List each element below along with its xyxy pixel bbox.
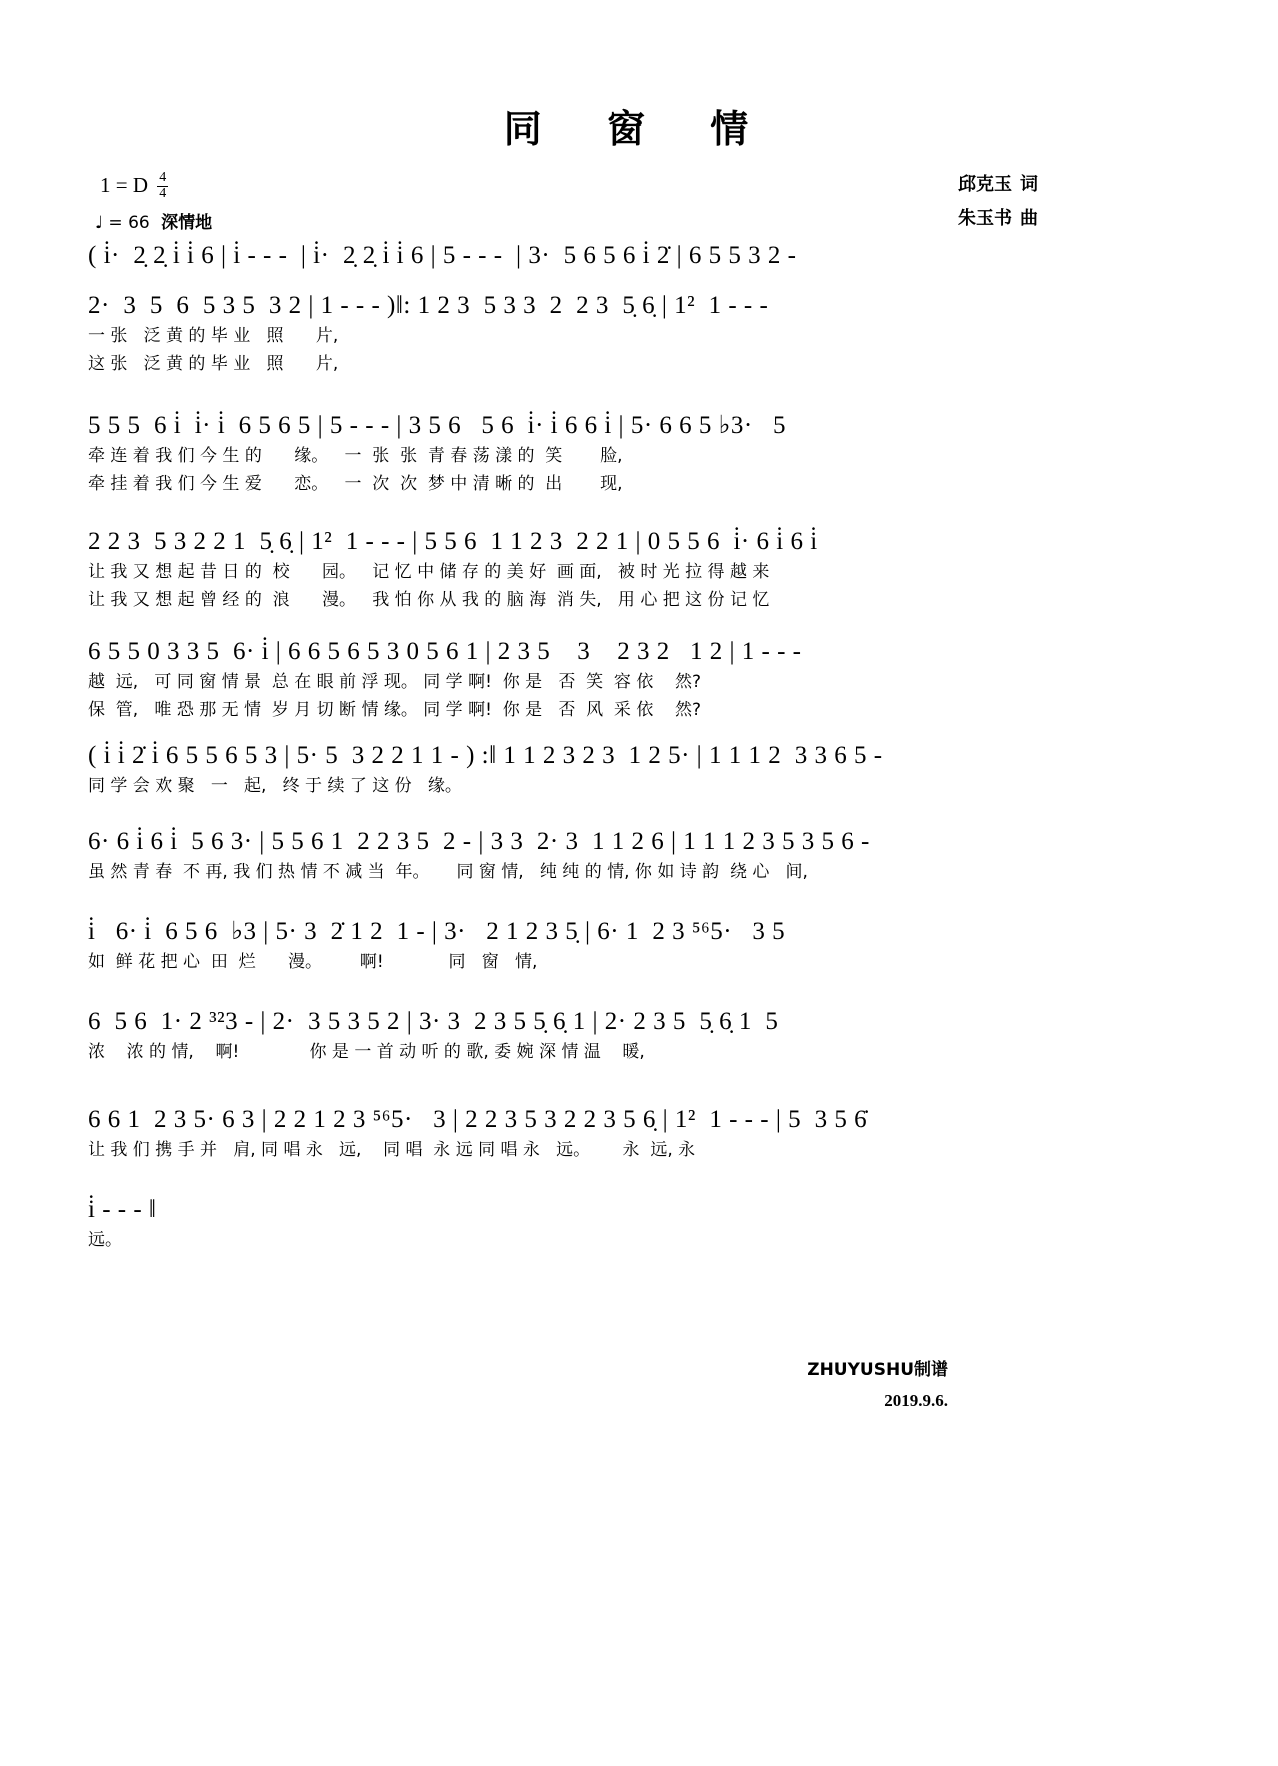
music-system [88,1106,1188,1164]
key-signature [100,172,168,202]
composer-role: 曲 [1020,208,1038,230]
music-system [88,742,1188,800]
music-system [88,1196,1188,1254]
lyric-line: 浓 浓 的 情, 啊! 你 是 一 首 动 听 的 歌, 委 婉 深 情 温 暖, [88,1041,645,1062]
notation-line: ( i̇ i̇ 2̇ i̇ 6 5 5 6 5 3 | 5· 5 3 2 2 1 1 - ) :‖ 1 1 2 3 2 3 1 2 5· | 1 1 1 2 3 3 6 5 - [88,742,883,769]
lyric-line-verse2: 保 管, 唯 恐 那 无 情 岁 月 切 断 情 缘。 同 学 啊! 你 是 否 风 采 依 然? [88,699,701,720]
expression-marking: 深情地 [161,213,213,233]
page-title: 同 窗 情 [503,107,775,151]
music-system [88,1008,1188,1066]
lyric-line: 让 我 们 携 手 并 肩, 同 唱 永 远, 同 唱 永 远 同 唱 永 远。 永 远, 永 [88,1139,696,1160]
notation-line: ( i̇· 2̣ 2̣ i̇ i̇ 6 | i̇ - - - | i̇· 2̣ 2̣ i̇ i̇ 6 | 5 - - - | 3· 5 6 5 6 i̇ 2̇ | 6 5 5 3 2 - [88,242,797,269]
tempo-marking [95,208,212,233]
key-signature-text: 1 = D [100,173,149,197]
time-signature [157,171,168,201]
lyric-line: 同 学 会 欢 聚 一 起, 终 于 续 了 这 份 缘。 [88,775,462,796]
notation-line: 6· 6 i̇ 6 i̇ 5 6 3· | 5 5 6 1 2 2 3 5 2 - | 3 3 2· 3 1 1 2 6 | 1 1 1 2 3 5 3 5 6 - [88,828,870,855]
lyric-line-verse2: 这 张 泛 黄 的 毕 业 照 片, [88,353,339,374]
music-system [88,918,1188,976]
notation-line: 6 5 5 0 3 3 5 6· i̇ | 6 6 5 6 5 3 0 5 6 1 | 2 3 5 3 2 3 2 1 2 | 1 - - - [88,638,802,665]
lyric-line-verse1: 让 我 又 想 起 昔 日 的 校 园。 记 忆 中 储 存 的 美 好 画 面, 被 时 光 拉 得 越 来 [88,561,770,582]
lyric-line-verse1: 越 远, 可 同 窗 情 景 总 在 眼 前 浮 现。 同 学 啊! 你 是 否 笑 容 依 然? [88,671,701,692]
notation-line: i̇ 6· i̇ 6 5 6 ♭3 | 5· 3 2̇ 1 2 1 - | 3· 2 1 2 3 5̣ | 6· 1 2 3 ⁵⁶5· 3 5 [88,918,786,945]
composer-name: 朱玉书 [958,208,1012,230]
lyric-line: 如 鲜 花 把 心 田 烂 漫。 啊! 同 窗 情, [88,951,538,972]
time-signature-denominator: 4 [159,185,167,201]
lyric-line-verse1: 一 张 泛 黄 的 毕 业 照 片, [88,325,339,346]
music-system [88,292,1188,378]
notation-line: 2 2 3 5 3 2 2 1 5̣ 6̣ | 1² 1 - - - | 5 5 6 1 1 2 3 2 2 1 | 0 5 5 6 i̇· 6 i̇ 6 i̇ [88,528,818,555]
notation-line: 5 5 5 6 i̇ i̇· i̇ 6 5 6 5 | 5 - - - | 3 5 6 5 6 i̇· i̇ 6 6 i̇ | 5· 6 6 5 ♭3· 5 [88,412,787,439]
lyricist-role: 词 [1020,174,1038,195]
lyric-line-verse1: 牵 连 着 我 们 今 生 的 缘。 一 张 张 青 春 荡 漾 的 笑 脸, [88,445,623,466]
lyric-line: 虽 然 青 春 不 再, 我 们 热 情 不 减 当 年。 同 窗 情, 纯 纯 的 情, 你 如 诗 韵 绕 心 间, [88,861,808,882]
notation-line: 6 6 1 2 3 5· 6 3 | 2 2 1 2 3 ⁵⁶5· 3 | 2 2 3 5 3 2 2 3 5 6̣ | 1² 1 - - - | 5 3 5 6̇ [88,1106,868,1133]
lyricist-name: 邱克玉 [958,174,1012,195]
music-system [88,242,1188,271]
lyric-line: 远。 [88,1229,122,1250]
lyricist-credit [958,168,1038,202]
notation-line: 6 5 6 1· 2 ³²3 - | 2· 3 5 3 5 2 | 3· 3 2 3 5 5̣ 6̣ 1 | 2· 2 3 5 5̣ 6̣ 1 5 [88,1008,779,1035]
notation-line: i̇ - - - ‖ [88,1196,157,1223]
engraving-date: 2019.9.6. [884,1390,948,1410]
tempo-value: ♩ = 66 [95,213,150,233]
time-signature-numerator: 4 [159,170,167,185]
credits [958,168,1038,236]
engraver-credit: ZHUYUSHU制谱 [807,1360,948,1380]
footer [807,1355,948,1416]
music-system [88,828,1188,886]
music-system [88,412,1188,498]
lyric-line-verse2: 让 我 又 想 起 曾 经 的 浪 漫。 我 怕 你 从 我 的 脑 海 消 失, 用 心 把 这 份 记 忆 [88,589,770,610]
music-system [88,638,1188,724]
music-system [88,528,1188,614]
lyric-line-verse2: 牵 挂 着 我 们 今 生 爱 恋。 一 次 次 梦 中 清 晰 的 出 现, [88,473,623,494]
notation-line: 2· 3 5 6 5 3 5 3 2 | 1 - - - )‖: 1 2 3 5 3 3 2 2 3 5̣ 6̣ | 1² 1 - - - [88,292,769,319]
composer-credit [958,202,1038,236]
